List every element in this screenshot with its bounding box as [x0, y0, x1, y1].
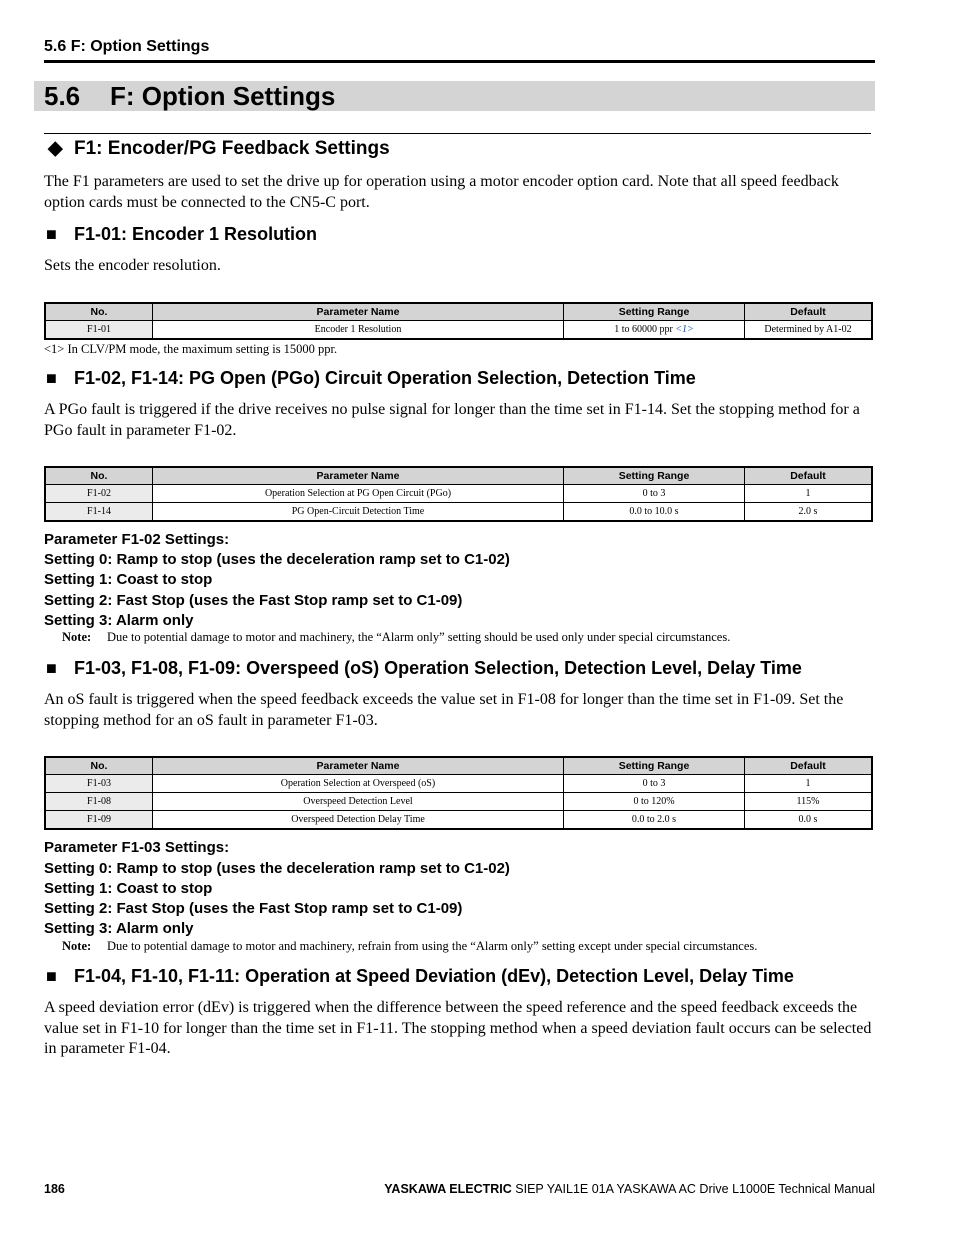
note-text: Due to potential damage to motor and machinery, refrain from using the “Alarm only” setting except under special circumstances.	[107, 939, 758, 953]
table-row	[45, 321, 872, 340]
table-header-row	[45, 757, 872, 775]
cell-no: F1-02	[45, 485, 153, 503]
table-row	[45, 485, 872, 503]
f1-01-heading-text: F1-01: Encoder 1 Resolution	[74, 224, 318, 244]
f1-02-body: A PGo fault is triggered if the drive receives no pulse signal for longer than the time set in F1-14. Set the stopping method for a PGo fault in parameter F1-02.	[44, 401, 860, 439]
chapter-number: 5.6	[44, 81, 81, 111]
note-label: Note:	[62, 939, 92, 953]
f1-03-setting-2: Setting 2: Fast Stop (uses the Fast Stop ramp set to C1-09)	[44, 900, 463, 917]
footer-doc-title: SIEP YAIL1E 01A YASKAWA AC Drive L1000E Technical Manual	[511, 1182, 875, 1196]
cell-default: 0.0 s	[745, 811, 873, 830]
col-header-name: Parameter Name	[153, 303, 564, 321]
footer-document-info	[384, 1182, 875, 1196]
section-intro: The F1 parameters are used to set the drive up for operation using a motor encoder option card. Note that all speed feedback option cards must be connected to the CN5-C port.	[44, 173, 839, 211]
section-heading	[48, 137, 390, 160]
f1-04-body: A speed deviation error (dEv) is triggered when the difference between the speed reference and the speed feedback exceeds the value set in F1-10 for longer than the time set in F1-11. The stopping method when a speed deviation fault occurs can be selected in parameter F1-04.	[44, 999, 872, 1057]
table-header-row	[45, 467, 872, 485]
footnote-ref-link[interactable]: <1>	[675, 324, 694, 335]
square-bullet-icon: ■	[46, 224, 57, 244]
f1-03-setting-1: Setting 1: Coast to stop	[44, 880, 213, 897]
cell-range: 0 to 3	[564, 775, 745, 793]
cell-default: 1	[745, 485, 873, 503]
f1-01-body: Sets the encoder resolution.	[44, 257, 221, 274]
page-number: 186	[44, 1182, 65, 1196]
table-row	[45, 793, 872, 811]
f1-02-heading	[46, 368, 696, 389]
square-bullet-icon: ■	[46, 966, 57, 986]
cell-range	[564, 321, 745, 340]
f1-02-setting-0: Setting 0: Ramp to stop (uses the deceleration ramp set to C1-02)	[44, 551, 510, 568]
f1-04-heading-text: F1-04, F1-10, F1-11: Operation at Speed Deviation (dEv), Detection Level, Delay Time	[74, 966, 794, 986]
cell-no: F1-08	[45, 793, 153, 811]
square-bullet-icon: ■	[46, 368, 57, 388]
note-label: Note:	[62, 630, 92, 644]
cell-range: 0.0 to 10.0 s	[564, 503, 745, 522]
cell-range-text: 1 to 60000 ppr	[614, 324, 673, 335]
cell-default: 115%	[745, 793, 873, 811]
f1-01-footnote: <1> In CLV/PM mode, the maximum setting is 15000 ppr.	[44, 342, 338, 356]
f1-03-table	[44, 756, 873, 830]
cell-name: Encoder 1 Resolution	[153, 321, 564, 340]
f1-04-heading	[46, 966, 794, 987]
f1-03-heading	[46, 658, 802, 679]
col-header-range: Setting Range	[564, 757, 745, 775]
cell-no: F1-14	[45, 503, 153, 522]
col-header-no: No.	[45, 303, 153, 321]
f1-02-setting-2: Setting 2: Fast Stop (uses the Fast Stop ramp set to C1-09)	[44, 592, 463, 609]
f1-02-settings-title: Parameter F1-02 Settings:	[44, 531, 230, 548]
f1-02-heading-text: F1-02, F1-14: PG Open (PGo) Circuit Operation Selection, Detection Time	[74, 368, 696, 388]
square-bullet-icon: ■	[46, 658, 57, 678]
cell-name: Operation Selection at Overspeed (oS)	[153, 775, 564, 793]
col-header-range: Setting Range	[564, 303, 745, 321]
cell-name: PG Open-Circuit Detection Time	[153, 503, 564, 522]
cell-no: F1-03	[45, 775, 153, 793]
f1-02-setting-1: Setting 1: Coast to stop	[44, 571, 213, 588]
col-header-name: Parameter Name	[153, 467, 564, 485]
table-header-row	[45, 303, 872, 321]
cell-default: 1	[745, 775, 873, 793]
col-header-no: No.	[45, 757, 153, 775]
f1-02-setting-3: Setting 3: Alarm only	[44, 612, 194, 629]
cell-range: 0 to 120%	[564, 793, 745, 811]
f1-01-table	[44, 302, 873, 340]
diamond-icon: ◆	[48, 138, 63, 159]
f1-03-body: An oS fault is triggered when the speed feedback exceeds the value set in F1-08 for longer than the time set in F1-09. Set the stopping method for an oS fault in parameter F1-03.	[44, 691, 844, 729]
cell-default: 2.0 s	[745, 503, 873, 522]
section-heading-text: F1: Encoder/PG Feedback Settings	[74, 138, 390, 159]
col-header-default: Default	[745, 757, 873, 775]
col-header-default: Default	[745, 303, 873, 321]
cell-name: Overspeed Detection Level	[153, 793, 564, 811]
running-header: 5.6 F: Option Settings	[44, 38, 210, 55]
header-rule	[44, 60, 875, 63]
table-row	[45, 503, 872, 522]
f1-03-note	[62, 939, 757, 954]
col-header-default: Default	[745, 467, 873, 485]
cell-range: 0.0 to 2.0 s	[564, 811, 745, 830]
f1-03-settings-title: Parameter F1-03 Settings:	[44, 839, 230, 856]
f1-03-setting-0: Setting 0: Ramp to stop (uses the deceleration ramp set to C1-02)	[44, 860, 510, 877]
cell-name: Overspeed Detection Delay Time	[153, 811, 564, 830]
cell-default: Determined by A1-02	[745, 321, 873, 340]
note-text: Due to potential damage to motor and machinery, the “Alarm only” setting should be used only under special circumstances.	[107, 630, 731, 644]
f1-01-heading	[46, 224, 317, 245]
section-rule	[44, 133, 871, 134]
f1-03-heading-text: F1-03, F1-08, F1-09: Overspeed (oS) Operation Selection, Detection Level, Delay Time	[74, 658, 802, 678]
cell-range: 0 to 3	[564, 485, 745, 503]
cell-name: Operation Selection at PG Open Circuit (PGo)	[153, 485, 564, 503]
f1-02-table	[44, 466, 873, 522]
footer-brand: YASKAWA ELECTRIC	[384, 1182, 512, 1196]
cell-no: F1-01	[45, 321, 153, 340]
table-row	[45, 811, 872, 830]
table-row	[45, 775, 872, 793]
col-header-range: Setting Range	[564, 467, 745, 485]
chapter-title	[44, 80, 335, 112]
cell-no: F1-09	[45, 811, 153, 830]
f1-03-setting-3: Setting 3: Alarm only	[44, 920, 194, 937]
chapter-title-text: F: Option Settings	[110, 81, 336, 111]
col-header-no: No.	[45, 467, 153, 485]
col-header-name: Parameter Name	[153, 757, 564, 775]
f1-02-note	[62, 630, 730, 645]
